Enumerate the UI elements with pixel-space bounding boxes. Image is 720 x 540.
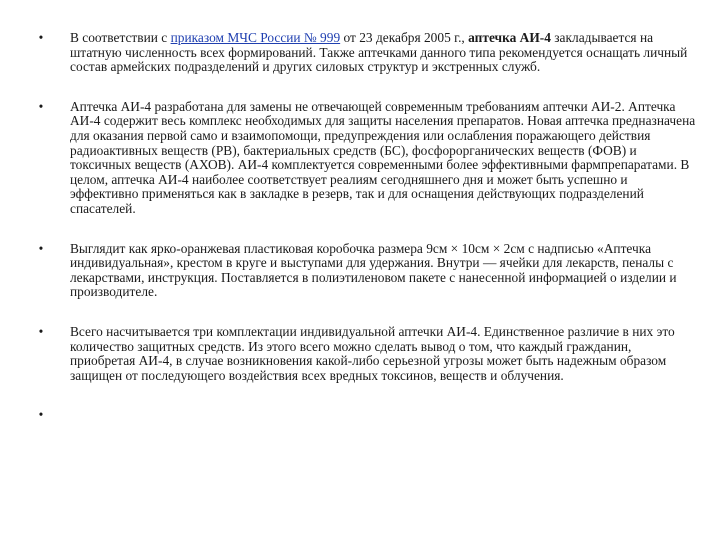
item-bold-text: аптечка АИ-4 — [468, 30, 551, 45]
order-link[interactable]: приказом МЧС России № 999 — [170, 30, 341, 45]
bullet-icon: • — [38, 323, 44, 339]
bullet-list — [36, 31, 696, 448]
bullet-icon: • — [38, 98, 44, 114]
list-item-purpose — [36, 100, 696, 217]
bullet-icon: • — [38, 407, 44, 423]
list-item-configurations — [36, 325, 696, 383]
list-item-appearance — [36, 242, 696, 300]
list-item-empty — [36, 408, 696, 423]
bullet-icon: • — [38, 30, 44, 45]
list-item-order — [36, 31, 696, 75]
item-text: Аптечка АИ-4 разработана для замены не отвечающей современным требованиям аптечки АИ-2. Аптечка АИ-4 содержит весь комплекс необходимых для защиты населения препаратов. Новая аптечка предназначена для оказания первой само и взаимопомощи, предупреждения или ослабления поражающего действия радиоактивных веществ (РВ), бактериальных средств (БС), фосфорорганических веществ (ФОВ) и токсичных веществ (АХОВ). АИ-4 комплектуется современными более эффективными фармпрепаратами. В целом, аптечка АИ-4 наиболее соответствует реалиям сегодняшнего дня и может быть успешно и эффективно применяться как в закладке в резерв, так и для оснащения действующих подразделений спасателей. — [70, 98, 696, 216]
item-text: Выглядит как ярко-оранжевая пластиковая коробочка размера 9см × 10см × 2см с надписью «Аптечка индивидуальная», крестом в круге и выступами для удержания. Внутри — ячейки для лекарств, пеналы с лекарствами, инструкция. Поставляется в полиэтиленовом пакете с нанесенной информацией о изделии и производителе. — [70, 240, 677, 300]
bullet-icon: • — [38, 240, 44, 256]
item-text: от 23 декабря 2005 г., — [340, 30, 469, 45]
item-text: В соответствии с — [70, 30, 171, 45]
item-text: закладывается на штатную численность всех формирований. Также аптечками данного типа рекомендуется оснащать личный состав армейских подразделений и других силовых структур и экстренных служб. — [70, 30, 688, 75]
item-text: Всего насчитывается три комплектации индивидуальной аптечки АИ-4. Единственное различие в них это количество защитных средств. Из этого всего можно сделать вывод о том, что каждый гражданин, приобретая АИ-4, в случае возникновения какой-либо серьезной угрозы может быть надежным образом защищен от последующего воздействия всех вредных токсинов, веществ и облучения. — [70, 323, 675, 383]
